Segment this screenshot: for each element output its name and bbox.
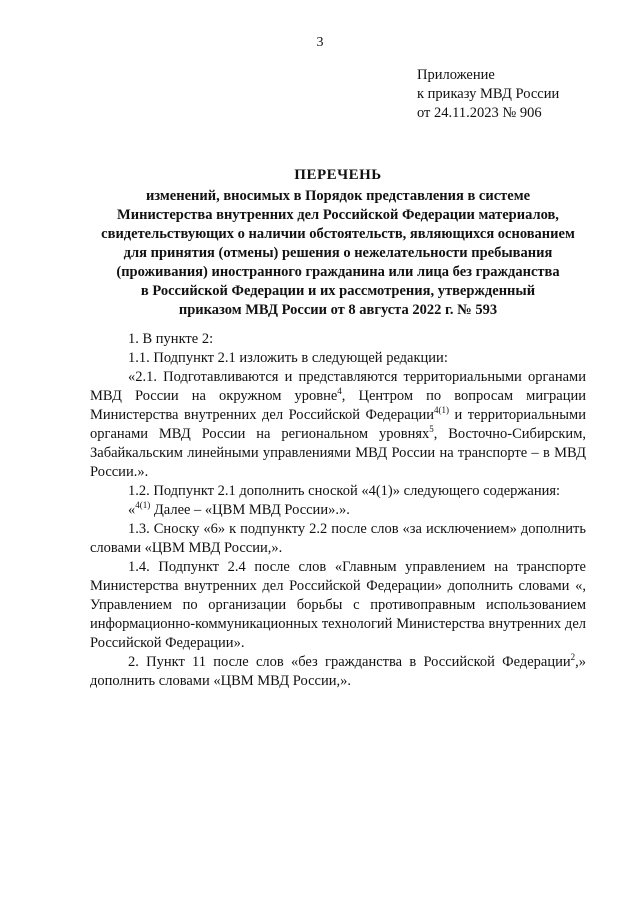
title-line-1: изменений, вносимых в Порядок представления в системе	[145, 188, 531, 204]
footnote-ref-2: 2	[570, 652, 576, 663]
footnote-ref-4-1: 4(1)	[433, 405, 449, 416]
p3-part-d: , Восточно-Сибирским, Забайкальским линейными управлениями МВД России на транспорте – в МВД России.».	[90, 426, 586, 480]
paragraph-1: 1. В пункте 2:	[128, 331, 214, 347]
title-line-2: Министерства внутренних дел Российской Федерации материалов,	[117, 207, 559, 223]
p5-part-a: «	[128, 502, 136, 518]
p5-part-b: Далее – «ЦВМ МВД России».».	[150, 502, 350, 518]
page-number: 3	[316, 35, 324, 50]
p3-part-a: «2.1. Подготавливаются и представляются территориальными органами МВД России на окружном уровне	[90, 369, 586, 404]
paragraph-1-4: 1.4. Подпункт 2.4 после слов «Главным управлением на транспорте Министерства внутренних дел Российской Федерации» дополнить словами «, Управлением по организации борьбы с противоправным использованием информационно-коммуникационных технологий Министерства внутренних дел Российской Федерации».	[90, 559, 586, 651]
annex-header	[417, 66, 559, 123]
document-title	[90, 166, 586, 320]
paragraph-1-2: 1.2. Подпункт 2.1 дополнить сноской «4(1)» следующего содержания:	[128, 483, 561, 499]
paragraph-2-1-text	[90, 368, 586, 482]
title-line-4: для принятия (отмены) решения о нежелательности пребывания	[123, 245, 553, 261]
paragraph-1-1: 1.1. Подпункт 2.1 изложить в следующей редакции:	[128, 350, 448, 366]
title-line-5: (проживания) иностранного гражданина или лица без гражданства	[116, 264, 560, 280]
title-main: ПЕРЕЧЕНЬ	[294, 167, 382, 183]
p3-part-b: , Центром по вопросам миграции Министерства внутренних дел Российской Федерации	[90, 388, 586, 423]
paragraph-2	[90, 653, 586, 691]
title-line-7: приказом МВД России от 8 августа 2022 г. № 593	[178, 302, 498, 318]
title-line-6: в Российской Федерации и их рассмотрения, утвержденный	[140, 283, 536, 299]
footnote-ref-5: 5	[429, 424, 434, 435]
p8-part-b: ,» дополнить словами «ЦВМ МВД России,».	[90, 654, 586, 689]
p3-part-c: и территориальными органами МВД России на региональном уровнях	[90, 407, 586, 442]
footnote-text	[90, 501, 586, 520]
paragraph-1-3: 1.3. Сноску «6» к подпункту 2.2 после слов «за исключением» дополнить словами «ЦВМ МВД России,».	[90, 521, 586, 556]
title-line-3: свидетельствующих о наличии обстоятельств, являющихся основанием	[101, 226, 575, 242]
p8-part-a: 2. Пункт 11 после слов «без гражданства в Российской Федерации	[128, 654, 571, 670]
footnote-ref-4: 4	[337, 386, 342, 397]
annex-line-3: от 24.11.2023 № 906	[417, 105, 542, 121]
footnote-mark-4-1: 4(1)	[135, 500, 151, 511]
annex-line-2: к приказу МВД России	[417, 86, 560, 102]
annex-line-1: Приложение	[417, 67, 495, 83]
document-body	[90, 330, 586, 691]
